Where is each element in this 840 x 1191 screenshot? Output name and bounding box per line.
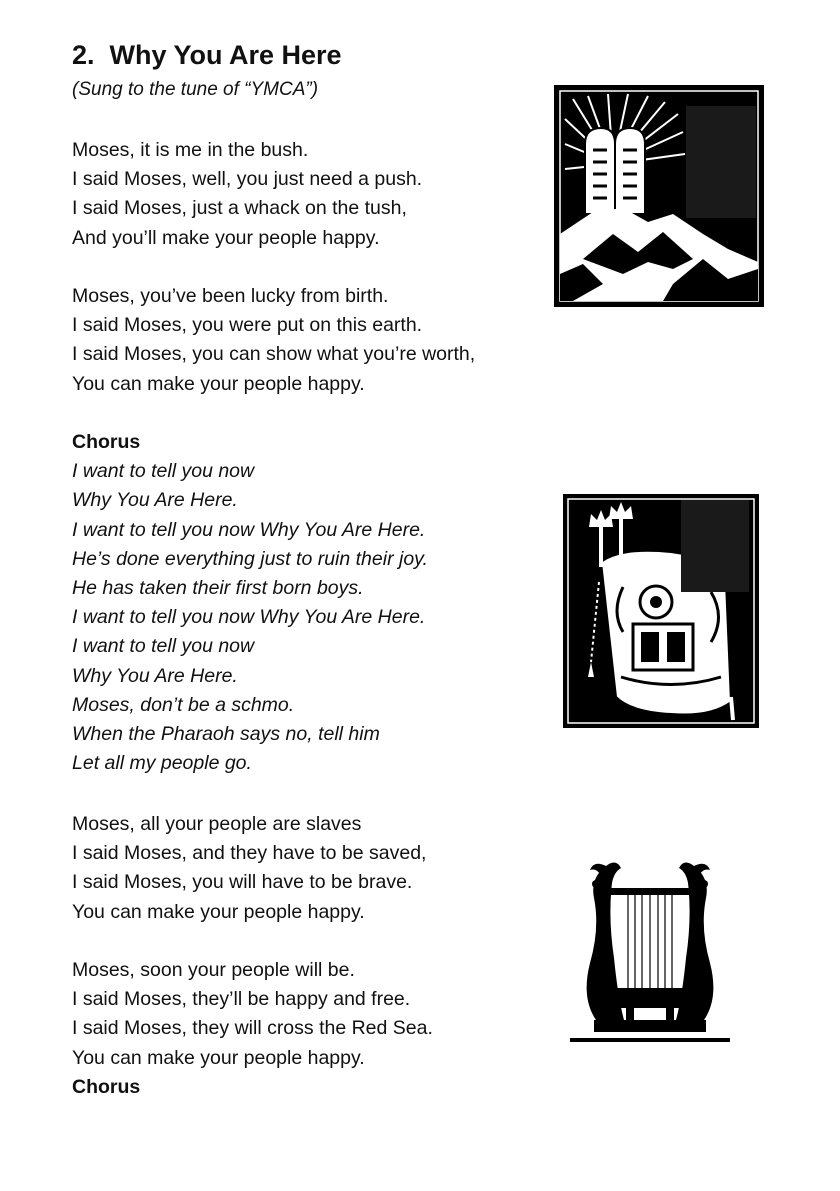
torah-scroll-icon: [561, 492, 761, 730]
verse-line: And you’ll make your people happy.: [72, 226, 380, 249]
chorus-line: Let all my people go.: [72, 752, 252, 775]
chorus-line: Why You Are Here.: [72, 489, 238, 512]
chorus-line: I want to tell you now: [72, 460, 255, 483]
verse-line: Moses, soon your people will be.: [72, 959, 355, 981]
verse-3: [72, 810, 426, 927]
chorus-line: When the Pharaoh says no, tell him: [72, 723, 380, 746]
chorus-line: Why You Are Here.: [72, 664, 238, 687]
closing-chorus-label: Chorus: [72, 1075, 141, 1098]
chorus-line: I want to tell you now: [72, 635, 255, 658]
chorus-line: He has taken their first born boys.: [72, 577, 364, 600]
verse-2: [72, 282, 475, 399]
verse-1: [72, 136, 422, 253]
verse-line: I said Moses, and they have to be saved,: [72, 842, 427, 865]
lyre-icon: [566, 848, 736, 1048]
verse-line: I said Moses, you were put on this earth.: [72, 314, 423, 337]
verse-line: You can make your people happy.: [72, 372, 365, 395]
chorus-label: Chorus: [72, 431, 141, 453]
chorus-line: I want to tell you now Why You Are Here.: [72, 606, 426, 629]
verse-line: I said Moses, they’ll be happy and free.: [72, 988, 411, 1011]
verse-line: I said Moses, well, you just need a push.: [72, 168, 423, 191]
verse-line: I said Moses, just a whack on the tush,: [72, 197, 407, 220]
verse-line: Moses, it is me in the bush.: [72, 139, 309, 161]
verse-line: I said Moses, you can show what you’re worth,: [72, 343, 476, 366]
chorus-line: He’s done everything just to ruin their joy.: [72, 547, 428, 570]
verse-line: You can make your people happy.: [72, 1046, 365, 1069]
chorus: [72, 428, 428, 778]
verse-4: [72, 956, 433, 1102]
verse-line: I said Moses, you will have to be brave.: [72, 871, 413, 894]
tablets-on-mountain-icon: [553, 84, 765, 308]
song-subtitle: (Sung to the tune of “YMCA”): [72, 79, 319, 100]
verse-line: Moses, all your people are slaves: [72, 813, 362, 835]
verse-line: I said Moses, they will cross the Red Sea.: [72, 1017, 433, 1040]
verse-line: You can make your people happy.: [72, 900, 365, 923]
song-title: 2. Why You Are Here: [72, 40, 342, 70]
verse-line: Moses, you’ve been lucky from birth.: [72, 285, 389, 307]
chorus-line: Moses, don’t be a schmo.: [72, 693, 295, 716]
chorus-line: I want to tell you now Why You Are Here.: [72, 518, 426, 541]
